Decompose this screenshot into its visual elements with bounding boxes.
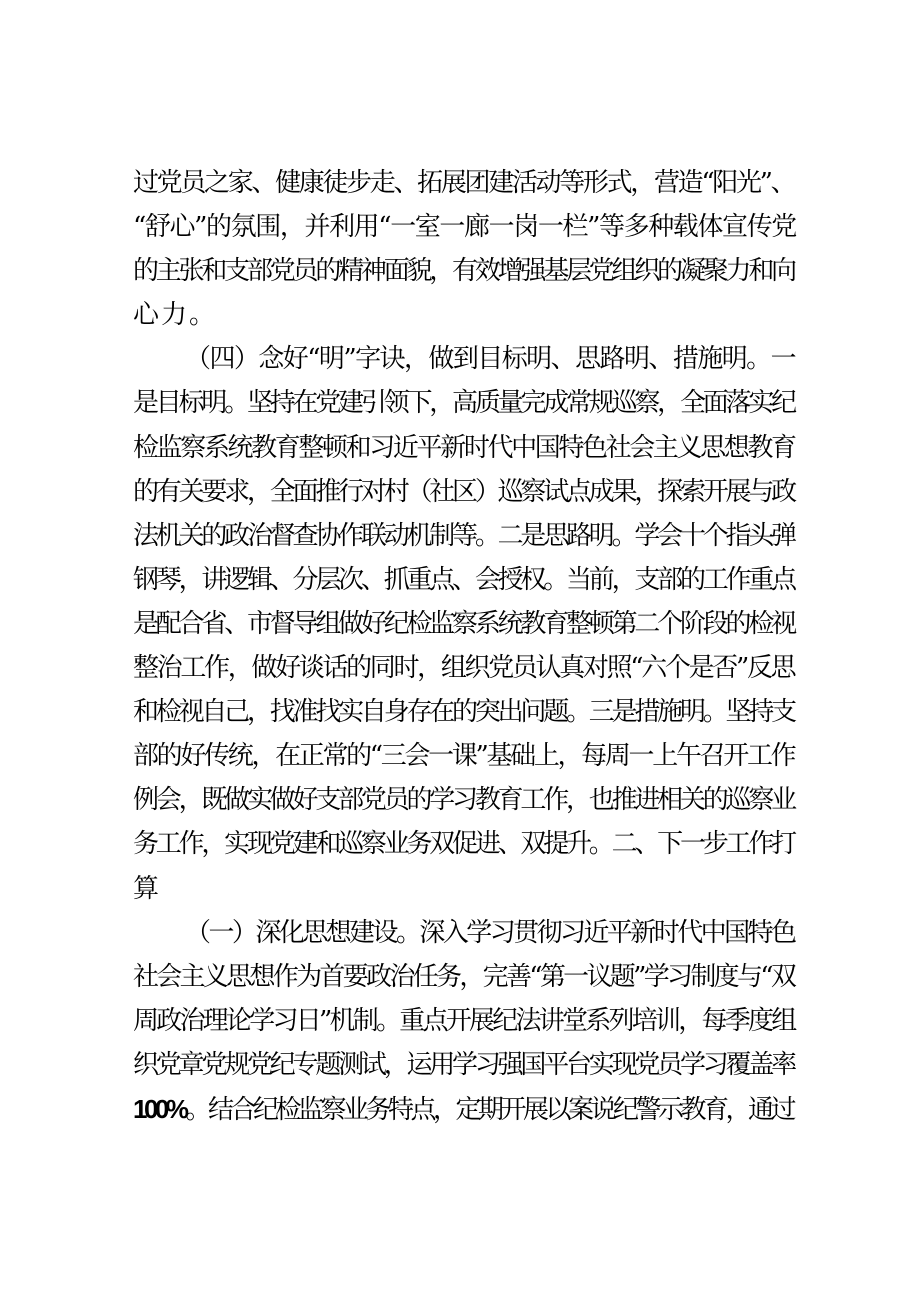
p3-line-4: 织党章党规党纪专题测试，运用学习强国平台实现党员学习覆盖率 [133,1050,794,1080]
p1-line-4: 心力。 [133,300,218,330]
p2-line-4: 的有关要求，全面推行对村（社区）巡察试点成果，探索开展与政 [133,477,794,507]
p1-line-2: “舒心”的氛围，并利用“一室一廊一岗一栏”等多种载体宣传党 [133,212,796,242]
p2-line-3: 检监察系统教育整顿和习近平新时代中国特色社会主义思想教育 [133,433,795,463]
p1-line-1: 过党员之家、健康徒步走、拓展团建活动等形式，营造“阳光”、 [133,168,795,198]
p2-line-5: 法机关的政治督查协作联动机制等。二是思路明。学会十个指头弹 [133,521,794,551]
p3-line-2: 社会主义思想作为首要政治任务，完善“第一议题”学习制度与“双 [133,962,795,992]
p2-line-10: 部的好传统，在正常的“三会一课”基础上，每周一上午召开工作 [133,741,795,771]
p3-line-3: 周政治理论学习日”机制。重点开展纪法讲堂系列培训，每季度组 [133,1006,795,1036]
p2-line-6: 钢琴，讲逻辑、分层次、抓重点、会授权。当前，支部的工作重点 [133,565,794,595]
p2-line-8: 整治工作，做好谈话的同时，组织党员认真对照“六个是否”反思 [133,653,795,683]
p2-line-9: 和检视自己，找准找实自身存在的突出问题。三是措施明。坚持支 [133,697,794,727]
p2-line-7: 是配合省、市督导组做好纪检监察系统教育整顿第二个阶段的检视 [133,609,794,639]
p3-line-5: 100%。结合纪检监察业务特点，定期开展以案说纪警示教育，通过 [133,1094,794,1125]
p3-line-1: （一）深化思想建设。深入学习贯彻习近平新时代中国特色 [185,918,795,948]
p1-line-3: 的主张和支部党员的精神面貌，有效增强基层党组织的凝聚力和向 [133,256,794,286]
p2-line-2: 是目标明。坚持在党建引领下，高质量完成常规巡察，全面落实纪 [133,388,794,418]
percent-value: 100% [133,1094,186,1124]
p2-line-12: 务工作，实现党建和巡察业务双促进、双提升。二、下一步工作打 [133,829,794,859]
p2-line-13: 算 [133,874,162,904]
p2-line-1: （四）念好“明”字诀，做到目标明、思路明、措施明。一 [185,344,796,374]
p2-line-11: 例会，既做实做好支部党员的学习教育工作，也推进相关的巡察业 [133,785,794,815]
